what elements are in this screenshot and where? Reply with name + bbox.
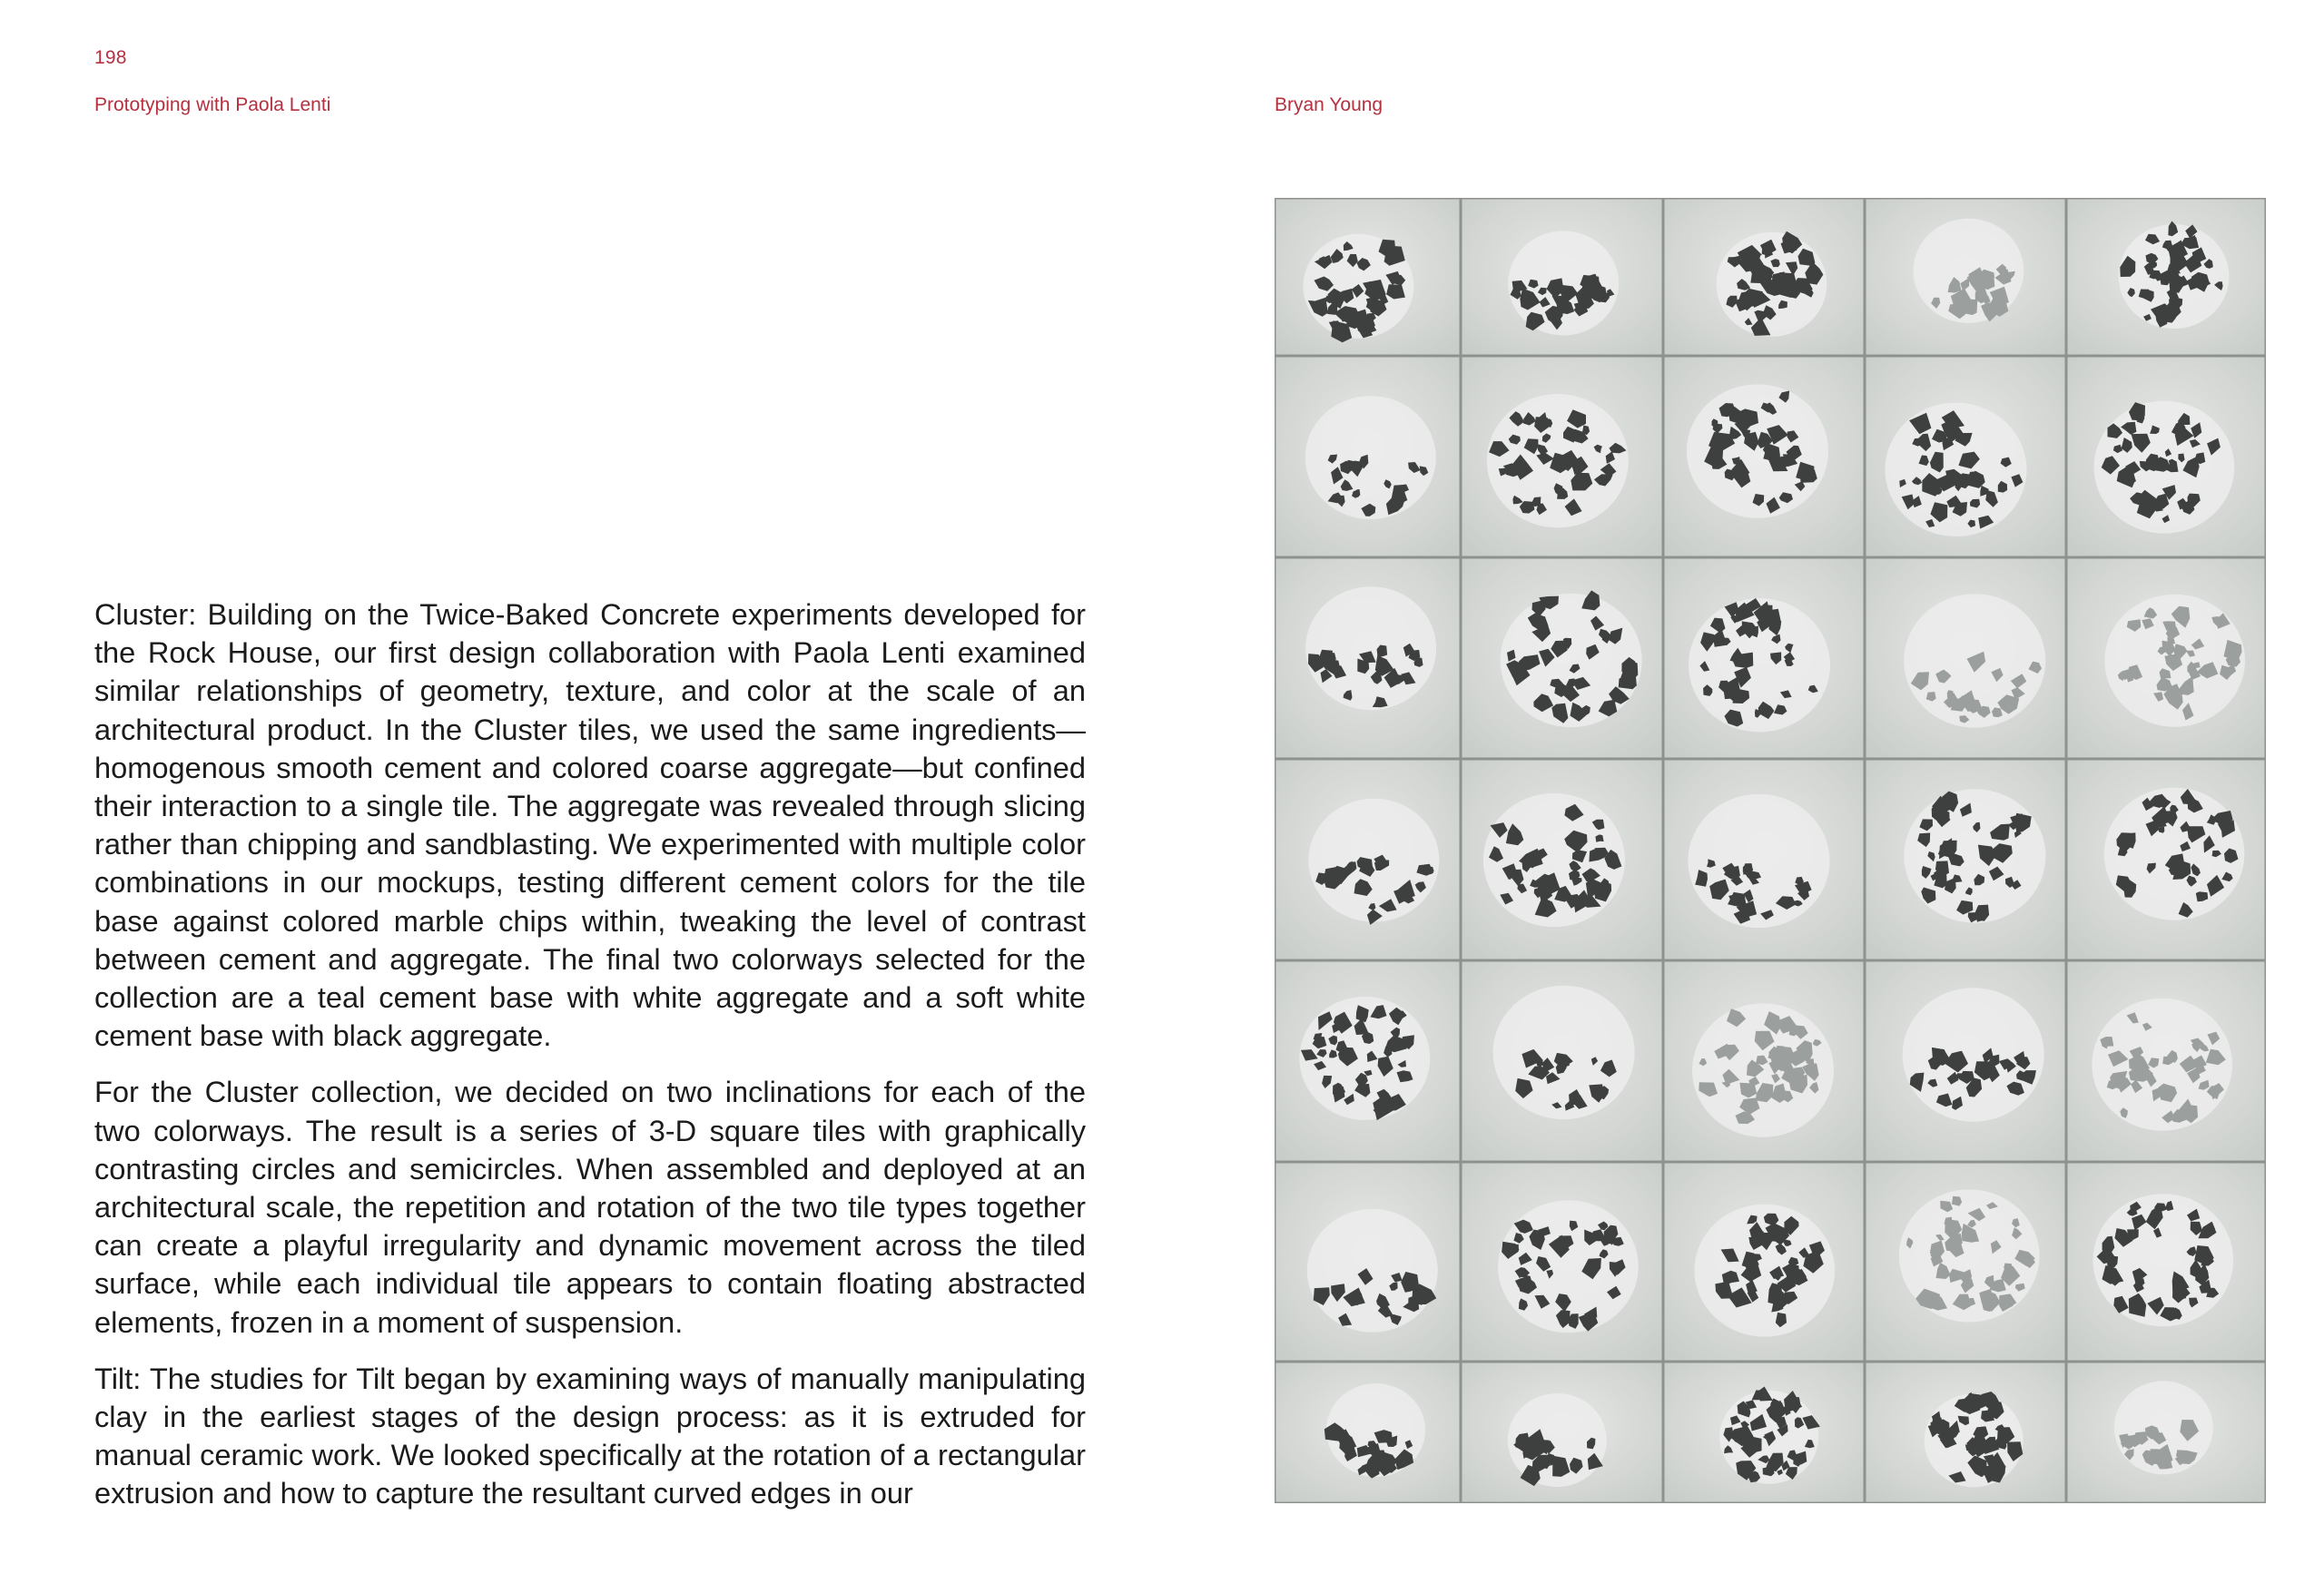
- page-number: 198: [94, 47, 127, 68]
- paragraph-cluster-collection: For the Cluster collection, we decided on two inclinations for each of the two colorways. The result is a series of 3-D square tiles with graphically contrasting circles and semicircles. When assembled and deployed at an architectural scale, the repetition and rotation of the two tile types together can create a playful irregularity and dynamic movement across the tiled surface, while each individual tile appears to contain floating abstracted elements, frozen in a moment of suspension.: [94, 1075, 1086, 1339]
- tile-grid-photo: [1275, 198, 2266, 1503]
- paragraph-cluster: Cluster: Building on the Twice-Baked Concrete experiments developed for the Rock House, our first design collaboration with Paola Lenti examined similar relationships of geometry, texture, and color at the scale of an architectural product. In the Cluster tiles, we used the same ingredients—homogenous smooth cement and colored coarse aggregate—but confined their interaction to a single tile. The aggregate was revealed through slicing rather than chipping and sandblasting. We experimented with multiple color combinations in our mockups, testing different cement colors for the tile base against colored marble chips within, tweaking the level of contrast between cement and aggregate. The final two colorways selected for the collection are a teal cement base with white aggregate and a soft white cement base with black aggregate.: [94, 597, 1086, 1053]
- running-head-left: Prototyping with Paola Lenti: [94, 94, 331, 115]
- shadow-overlay: [1275, 198, 2266, 1503]
- paragraph-tilt: Tilt: The studies for Tilt began by examining ways of manually manipulating clay in the earliest stages of the design process: as it is extruded for manual ceramic work. We looked specifically at the rotation of a rectangular extrusion and how to capture the resultant curved edges in our: [94, 1361, 1086, 1510]
- running-head-right: Bryan Young: [1275, 94, 1384, 115]
- tile-grid-image: [1275, 198, 2266, 1503]
- article-body: [94, 595, 1086, 1531]
